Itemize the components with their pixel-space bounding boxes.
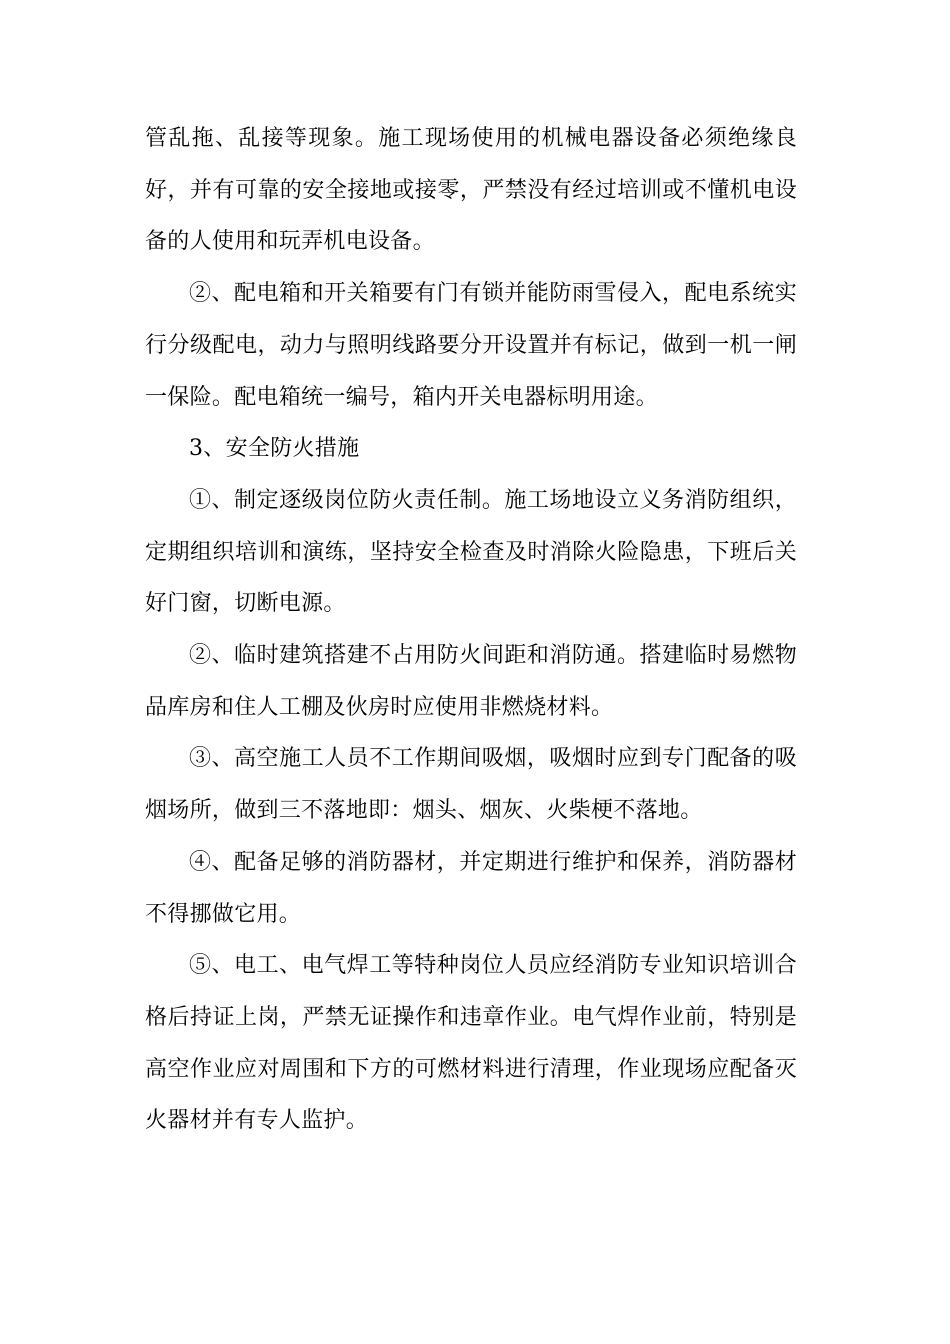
paragraph-fire-equipment: ④、配备足够的消防器材，并定期进行维护和保养，消防器材不得挪做它用。 [145,849,797,927]
section-heading-fire-safety: 3、安全防火措施 [189,436,360,462]
paragraph-distribution-box: ②、配电箱和开关箱要有门有锁并能防雨雪侵入，配电系统实行分级配电，动力与照明线路要分开设置并有标记，做到一机一闸一保险。配电箱统一编号，箱内开关电器标明用途。 [145,281,797,410]
paragraph-temporary-buildings: ②、临时建筑搭建不占用防火间距和消防通。搭建临时易燃物品库房和住人工棚及伙房时应使用非燃烧材料。 [145,643,797,720]
paragraph-welding-personnel: ⑤、电工、电气焊工等特种岗位人员应经消防专业知识培训合格后持证上岗，严禁无证操作和违章作业。电气焊作业前，特别是高空作业应对周围和下方的可燃材料进行清理，作业现场应配备灭火器材并有专人监护。 [145,953,797,1134]
paragraph-smoking-rules: ③、高空施工人员不工作期间吸烟，吸烟时应到专门配备的吸烟场所，做到三不落地即：烟头、烟灰、火柴梗不落地。 [145,746,797,824]
paragraph-electrical-continued: 管乱拖、乱接等现象。施工现场使用的机械电器设备必须绝缘良好，并有可靠的安全接地或接零，严禁没有经过培训或不懂机电设备的人使用和玩弄机电设备。 [145,126,797,255]
document-page [145,113,797,1147]
paragraph-fire-responsibility: ①、制定逐级岗位防火责任制。施工场地设立义务消防组织，定期组织培训和演练，坚持安全检查及时消除火险隐患，下班后关好门窗，切断电源。 [145,487,797,617]
